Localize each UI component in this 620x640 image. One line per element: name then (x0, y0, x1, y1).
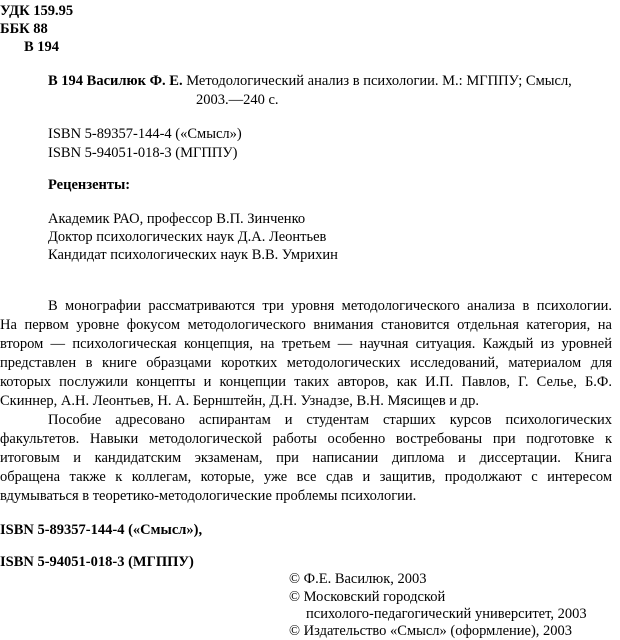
isbn-bottom-line: ISBN 5-94051-018-3 (МГППУ) (0, 554, 194, 570)
bib-title: Методологический анализ в психологии. М.: МГППУ; Смысл, (186, 73, 572, 89)
abstract-line: факультетов. Навыки методологической работы особенно востребованы при подготовке к (0, 431, 612, 447)
abstract-line: вдумываться в теоретико-методологические проблемы психологии. (0, 488, 417, 504)
bibliographic-entry (48, 72, 572, 90)
reviewer-item: Кандидат психологических наук В.В. Умрихин (48, 247, 338, 263)
abstract-line: Скиннер, А.Н. Леонтьев, Н. А. Бернштейн, Д.Н. Узнадзе, В.Н. Мясищев и др. (0, 393, 479, 409)
author-code: В 194 (24, 39, 60, 55)
abstract-line: представлен в книге образцами коротких методологических исследований, материалом для (0, 355, 612, 371)
bib-code-author: В 194 Василюк Ф. Е. (48, 73, 183, 89)
reviewer-item: Академик РАО, профессор В.П. Зинченко (48, 211, 306, 227)
abstract-line: которых послужили концепты и концепции таких авторов, как И.П. Павлов, Г. Селье, Б.Ф. (0, 374, 612, 390)
isbn-line: ISBN 5-89357-144-4 («Смысл») (48, 126, 242, 142)
isbn-line: ISBN 5-94051-018-3 (МГППУ) (48, 145, 238, 161)
reviewer-item: Доктор психологических наук Д.А. Леонтьев (48, 229, 327, 245)
copyright-line: © Ф.Е. Василюк, 2003 (289, 571, 427, 587)
abstract-line: итоговым и кандидатским экзаменам, при написании диплома и диссертации. Книга (0, 450, 612, 466)
abstract-line: На первом уровне фокусом методологического внимания становится отдельная категория, на (0, 317, 612, 333)
bbk-code: ББК 88 (0, 21, 48, 37)
copyright-line: © Московский городской (289, 589, 446, 605)
copyright-line: психолого-педагогический университет, 2003 (306, 606, 587, 622)
abstract-line: Пособие адресовано аспирантам и студентам старших курсов психологических (48, 412, 612, 428)
copyright-line: © Издательство «Смысл» (оформление), 2003 (289, 623, 573, 639)
reviewers-heading: Рецензенты: (48, 177, 131, 193)
abstract-line: втором — психологическая концепция, на третьем — научная ситуация. Каждый из уровней (0, 336, 612, 352)
bib-year-pages: 2003.—240 с. (196, 92, 279, 108)
abstract-line: В монографии рассматриваются три уровня методологического анализа в психологии. (48, 298, 612, 314)
udk-code: УДК 159.95 (0, 3, 74, 19)
abstract-line: обращена также к коллегам, которые, уже все сдав и защитив, продолжают с интересом (0, 469, 612, 485)
isbn-bottom-line: ISBN 5-89357-144-4 («Смысл»), (0, 522, 203, 538)
